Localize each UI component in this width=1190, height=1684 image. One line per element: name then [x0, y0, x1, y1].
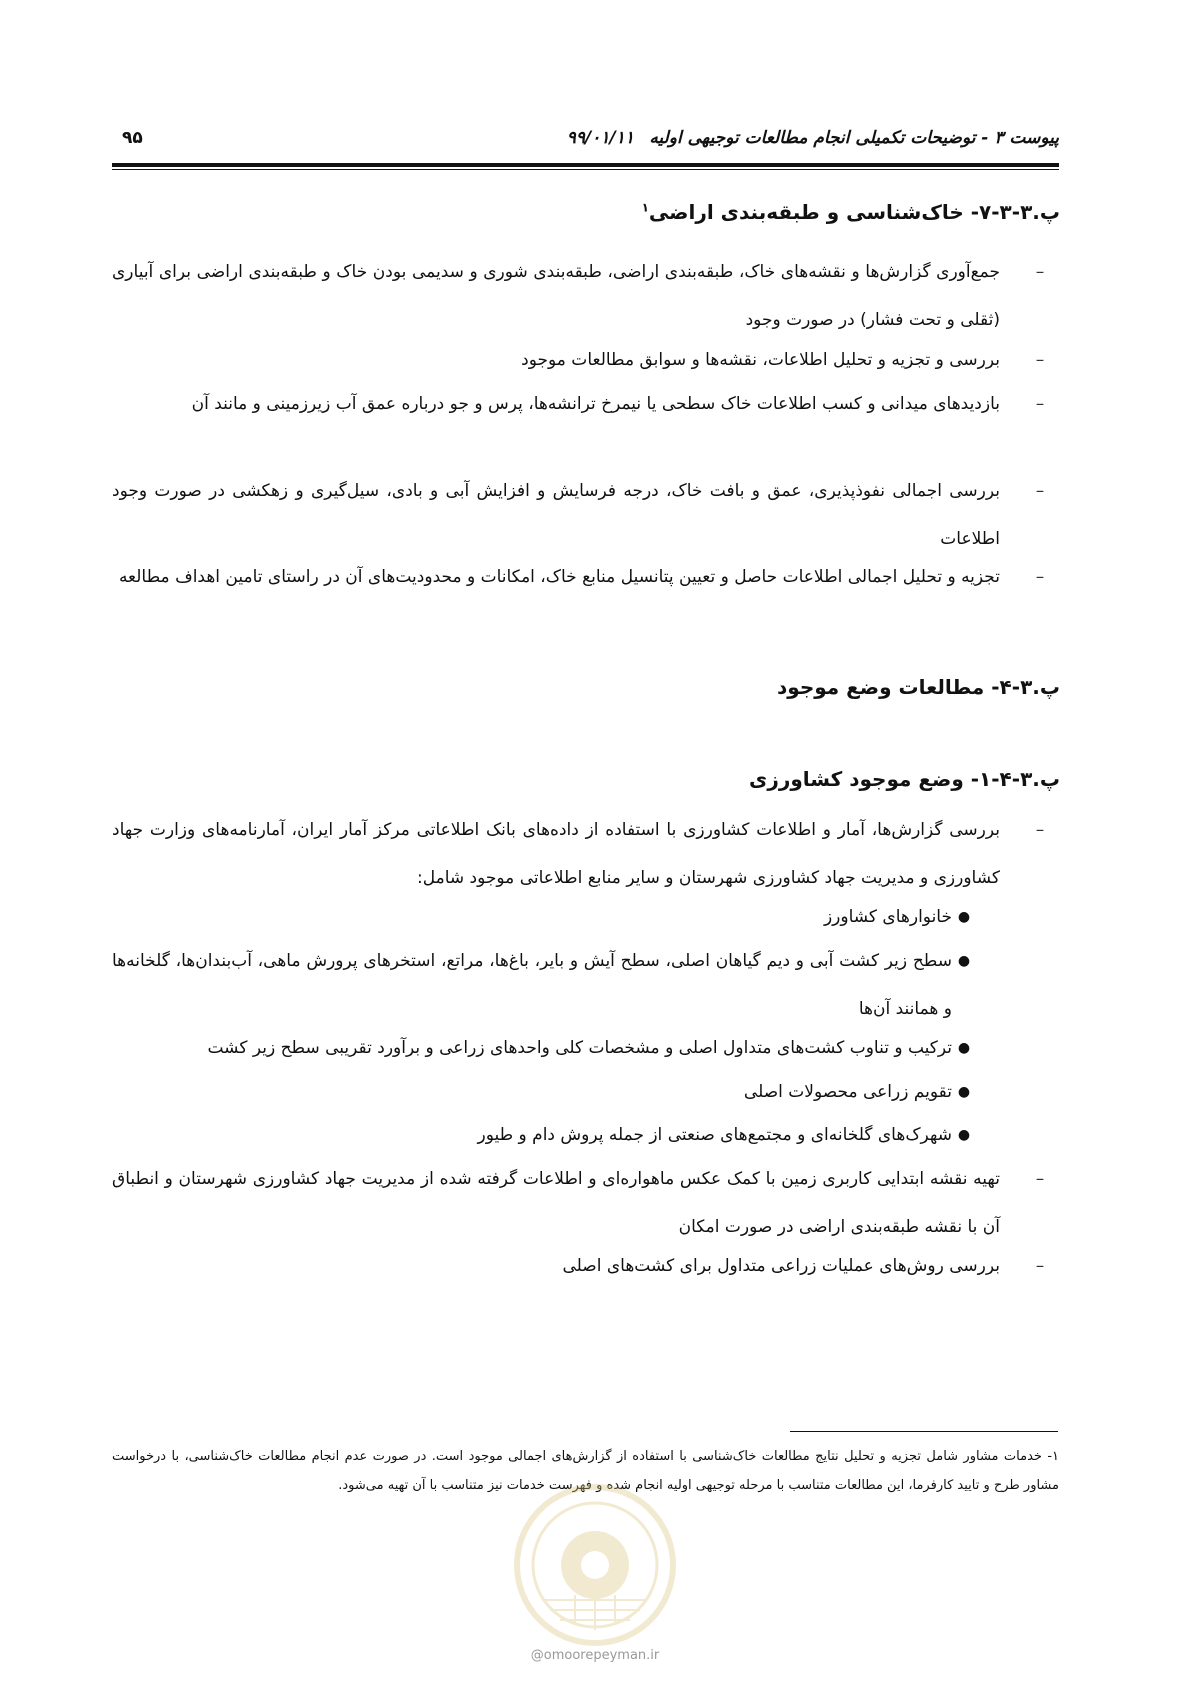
list-item	[112, 467, 1060, 563]
footnote-rule	[790, 1431, 1058, 1432]
list-item	[112, 1242, 1060, 1290]
bullet-marker: ●	[957, 1127, 971, 1143]
list-item-text: بررسی و تجزیه و تحلیل اطلاعات، نقشه‌ها و سوابق مطالعات موجود	[521, 350, 1000, 370]
list-item	[112, 248, 1060, 344]
list-item-text: بررسی اجمالی نفوذپذیری، عمق و بافت خاک، درجه فرسایش و افزایش آبی و بادی، سیل‌گیری و زهکشی در صورت وجود اطلاعات	[112, 481, 1000, 549]
watermark-seal	[505, 1470, 685, 1650]
bullet-marker: ●	[957, 953, 971, 969]
bullet-item	[112, 1111, 1060, 1159]
bullet-item	[112, 1068, 1060, 1116]
page-header	[112, 128, 1059, 154]
dash-marker: –	[1035, 394, 1045, 414]
dash-marker: –	[1035, 262, 1045, 282]
page-number: ۹۵	[122, 128, 143, 148]
dash-marker: –	[1035, 820, 1045, 840]
list-item-text: تجزیه و تحلیل اجمالی اطلاعات حاصل و تعیین پتانسیل منابع خاک، امکانات و محدودیت‌های آن در راستای تامین اهداف مطالعه	[118, 567, 1000, 587]
list-item-text: بررسی روش‌های عملیات زراعی متداول برای کشت‌های اصلی	[562, 1256, 1000, 1276]
section-heading-soil-text: پ.۳-۳-۷- خاک‌شناسی و طبقه‌بندی اراضی	[648, 200, 1060, 224]
bullet-item	[112, 893, 1060, 941]
dash-marker: –	[1035, 1169, 1045, 1189]
watermark-url: @omoorepeyman.ir	[530, 1648, 660, 1663]
dash-marker: –	[1035, 1256, 1045, 1276]
header-rule-thick	[112, 163, 1059, 167]
dash-marker: –	[1035, 481, 1045, 501]
list-item	[112, 553, 1060, 601]
list-item-text: جمع‌آوری گزارش‌ها و نقشه‌های خاک، طبقه‌بندی اراضی، طبقه‌بندی شوری و سدیمی بودن خاک و طبقه‌بندی اراضی برای آبیاری (ثقلی و تحت فشار) در صورت وجود	[112, 262, 1000, 330]
dash-marker: –	[1035, 567, 1045, 587]
bullet-item	[112, 1024, 1060, 1072]
section-heading-soil	[642, 200, 1060, 224]
list-item-text: تهیه نقشه ابتدایی کاربری زمین با کمک عکس ماهواره‌ای و اطلاعات گرفته شده از مدیریت جهاد کشاورزی شهرستان و انطباق آن با نقشه طبقه‌بندی اراضی در صورت امکان	[112, 1169, 1000, 1237]
list-item	[112, 380, 1060, 428]
section-heading-status: پ.۳-۴- مطالعات وضع موجود	[777, 675, 1060, 699]
bullet-item-text: شهرک‌های گلخانه‌ای و مجتمع‌های صنعتی از جمله پروش دام و طیور	[477, 1125, 952, 1145]
bullet-item-text: ترکیب و تناوب کشت‌های متداول اصلی و مشخصات کلی واحدهای زراعی و برآورد تقریبی سطح زیر کشت	[207, 1038, 952, 1058]
dash-marker: –	[1035, 350, 1045, 370]
header-rule-thin	[112, 169, 1059, 170]
header-title: پیوست ۳ - توضیحات تکمیلی انجام مطالعات توجیهی اولیه	[649, 128, 1059, 148]
list-item	[112, 806, 1060, 902]
bullet-marker: ●	[957, 909, 971, 925]
bullet-item-text: تقویم زراعی محصولات اصلی	[743, 1082, 952, 1102]
footnote: ۱- خدمات مشاور شامل تجزیه و تحلیل نتایج مطالعات خاک‌شناسی با استفاده از گزارش‌های اجمالی موجود است. در صورت عدم انجام مطالعات خاک‌شناسی، با درخواست مشاور طرح و تایید کارفرما، این مطالعات متناسب با مرحله توجیهی اولیه انجام شده و فهرست خدمات نیز متناسب با آن تهیه می‌شود.	[112, 1449, 1059, 1493]
bullet-item-text: سطح زیر کشت آبی و دیم گیاهان اصلی، سطح آیش و بایر، باغ‌ها، مراتع، استخرهای پرورش ماهی، آب‌بندان‌ها، گلخانه‌ها و همانند آن‌ها	[112, 951, 952, 1019]
header-date: ۹۹/۰۱/۱۱	[566, 128, 634, 148]
footnote-ref: ۱	[641, 200, 649, 215]
bullet-marker: ●	[957, 1040, 971, 1056]
bullet-item-text: خانوارهای کشاورز	[823, 907, 952, 927]
list-item-text: بازدیدهای میدانی و کسب اطلاعات خاک سطحی یا نیمرخ ترانشه‌ها، پرس و جو درباره عمق آب زیرزمینی و مانند آن	[191, 394, 1000, 414]
list-item	[112, 1155, 1060, 1251]
bullet-marker: ●	[957, 1084, 971, 1100]
list-item-text: بررسی گزارش‌ها، آمار و اطلاعات کشاورزی با استفاده از داده‌های بانک اطلاعاتی مرکز آمار ایران، آمارنامه‌های وزارت جهاد کشاورزی و مدیریت جهاد کشاورزی شهرستان و سایر منابع اطلاعاتی موجود شامل:	[112, 820, 1000, 888]
section-heading-agriculture: پ.۳-۴-۱- وضع موجود کشاورزی	[748, 767, 1060, 791]
list-item	[112, 336, 1060, 384]
bullet-item	[112, 937, 1060, 1033]
